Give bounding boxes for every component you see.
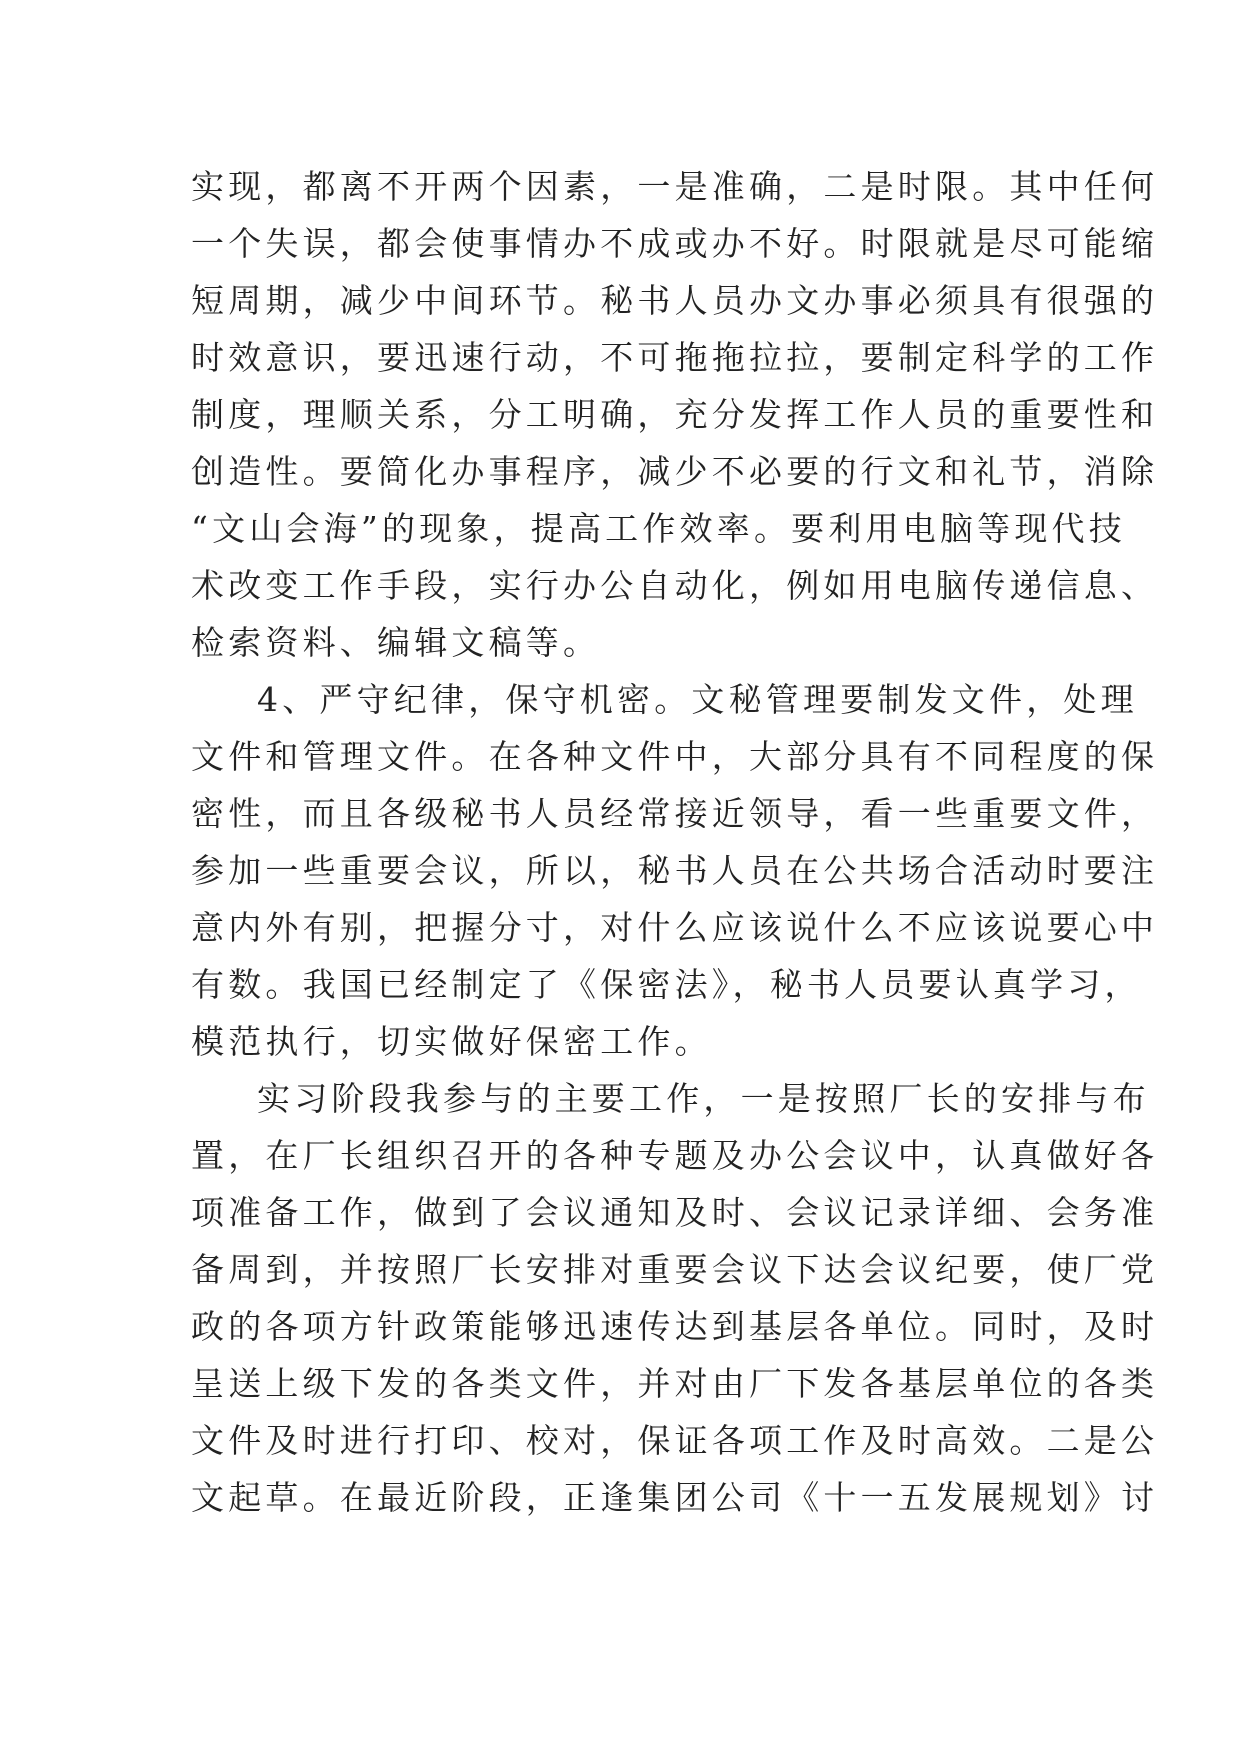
text-line: 时效意识，要迅速行动，不可拖拖拉拉，要制定科学的工作 [191,338,1159,377]
text-line: 呈送上级下发的各类文件，并对由厂下发各基层单位的各类 [191,1364,1159,1403]
text-line: 文起草。在最近阶段，正逢集团公司《十一五发展规划》讨 [191,1478,1159,1517]
text-line: 术改变工作手段，实行办公自动化，例如用电脑传递信息、 [191,566,1159,605]
text-line: 创造性。要简化办事程序，减少不必要的行文和礼节，消除 [191,452,1159,491]
text-line: 置，在厂长组织召开的各种专题及办公会议中，认真做好各 [191,1136,1159,1175]
body-text [191,158,1159,1526]
paragraph [191,158,1159,671]
text-line: 密性，而且各级秘书人员经常接近领导，看一些重要文件， [191,794,1159,833]
text-line: 项准备工作，做到了会议通知及时、会议记录详细、会务准 [191,1193,1159,1232]
text-line: 实习阶段我参与的主要工作，一是按照厂长的安排与布 [257,1079,1150,1118]
text-line: 政的各项方针政策能够迅速传达到基层各单位。同时，及时 [191,1307,1159,1346]
text-line: 检索资料、编辑文稿等。 [191,623,601,662]
text-line: 一个失误，都会使事情办不成或办不好。时限就是尽可能缩 [191,224,1159,263]
text-line: 制度，理顺关系，分工明确，充分发挥工作人员的重要性和 [191,395,1159,434]
text-line: 备周到，并按照厂长安排对重要会议下达会议纪要，使厂党 [191,1250,1159,1289]
text-line: 4、严守纪律，保守机密。文秘管理要制发文件，处理 [257,680,1138,719]
text-line: 有数。我国已经制定了《保密法》，秘书人员要认真学习， [191,965,1142,1004]
paragraph [191,671,1159,1070]
text-line: 文件和管理文件。在各种文件中，大部分具有不同程度的保 [191,737,1159,776]
text-line: 短周期，减少中间环节。秘书人员办文办事必须具有很强的 [191,281,1159,320]
text-line: 意内外有别，把握分寸，对什么应该说什么不应该说要心中 [191,908,1159,947]
paragraph [191,1070,1159,1526]
text-line: 文件及时进行打印、校对，保证各项工作及时高效。二是公 [191,1421,1159,1460]
text-line: “文山会海”的现象，提高工作效率。要利用电脑等现代技 [191,509,1126,548]
text-line: 模范执行，切实做好保密工作。 [191,1022,712,1061]
text-line: 实现，都离不开两个因素，一是准确，二是时限。其中任何 [191,167,1159,206]
text-line: 参加一些重要会议，所以，秘书人员在公共场合活动时要注 [191,851,1159,890]
